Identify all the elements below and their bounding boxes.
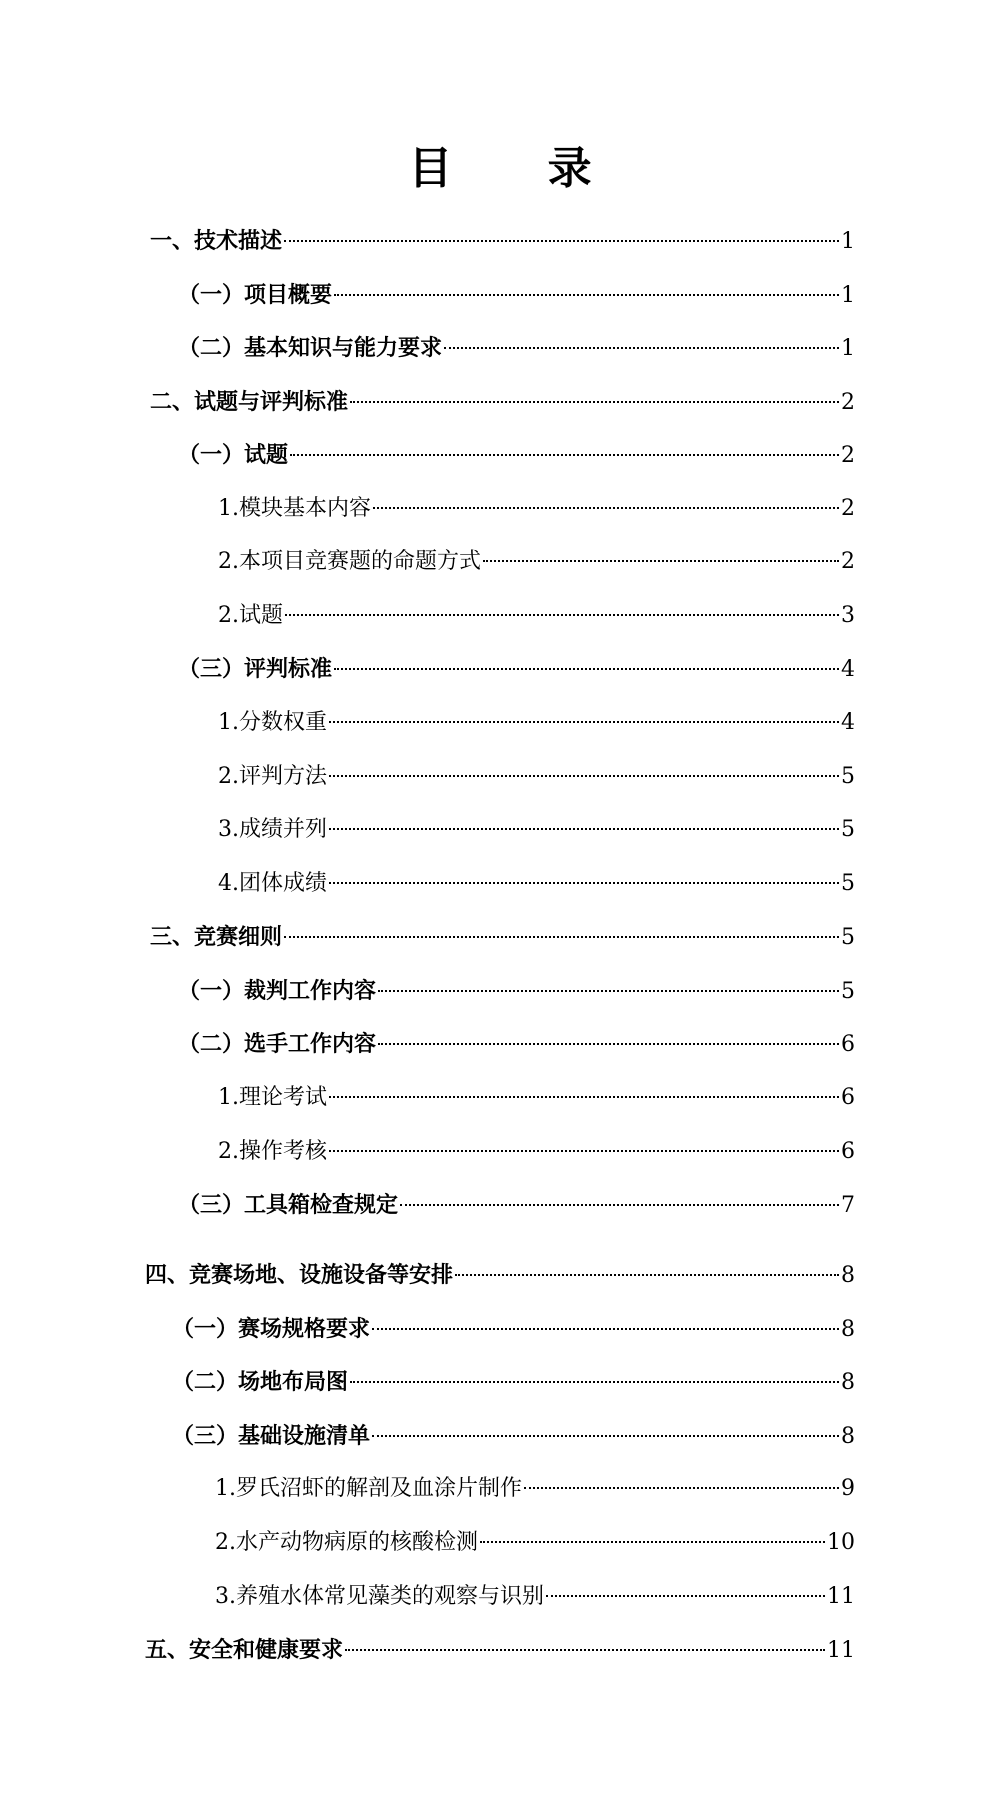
toc-entry-label: （二）选手工作内容 [178,1031,377,1057]
toc-entry[interactable] [172,1419,855,1453]
toc-entry[interactable] [218,760,855,794]
toc-entry-label: 2.评判方法 [218,764,327,789]
toc-leader [345,1649,825,1651]
toc-leader [329,882,839,884]
toc-entry[interactable] [215,1580,855,1614]
toc-page-number: 4 [841,710,855,735]
toc-page-number: 5 [841,764,855,789]
toc-page-number: 8 [841,1424,855,1449]
toc-leader [290,454,839,456]
toc-entry-label: 三、竞赛细则 [150,924,283,950]
toc-leader [483,560,839,562]
toc-entry[interactable] [215,1526,855,1560]
toc-entry[interactable] [218,867,855,901]
toc-entry-label: 2.试题 [218,603,283,628]
toc-leader [524,1487,839,1489]
toc-page-number: 5 [841,925,855,950]
toc-entry[interactable] [218,706,855,740]
toc-leader [372,1435,839,1437]
toc-page-number: 5 [841,871,855,896]
toc-leader [284,936,839,938]
page-title: 目 录 [408,143,632,194]
toc-entry-label: （三）评判标准 [178,656,333,682]
toc-entry[interactable] [218,813,855,847]
toc-entry[interactable] [178,974,855,1008]
toc-entry-label: 3.成绩并列 [218,817,327,842]
toc-entry-label: （一）裁判工作内容 [178,978,377,1004]
toc-entry[interactable] [145,1258,855,1292]
toc-entry-label: 1.理论考试 [218,1085,327,1110]
toc-leader [373,507,839,509]
toc-entry-label: 五、安全和健康要求 [145,1637,344,1663]
toc-page-number: 5 [841,817,855,842]
toc-entry-label: 1.分数权重 [218,710,327,735]
toc-page-number: 7 [841,1193,855,1218]
toc-entry-label: （二）基本知识与能力要求 [178,335,443,361]
toc-page-number: 5 [841,979,855,1004]
toc-entry-label: 二、试题与评判标准 [150,389,349,415]
toc-entry[interactable] [178,1027,855,1061]
toc-leader [284,240,839,242]
toc-leader [378,1043,839,1045]
toc-page-number: 3 [841,603,855,628]
toc-entry[interactable] [150,224,855,258]
toc-entry[interactable] [172,1312,855,1346]
toc-page-number: 6 [841,1085,855,1110]
toc-leader [444,347,839,349]
toc-leader [350,401,839,403]
toc-entry-label: （二）场地布局图 [172,1369,349,1395]
toc-entry[interactable] [218,545,855,579]
toc-entry-label: 3.养殖水体常见藻类的观察与识别 [215,1584,544,1609]
toc-page-number: 11 [827,1584,855,1609]
toc-entry[interactable] [178,331,855,365]
toc-leader [329,775,839,777]
toc-entry[interactable] [218,1081,855,1115]
toc-entry-label: 一、技术描述 [150,228,283,254]
toc-entry-label: 1.模块基本内容 [218,496,371,521]
toc-entry[interactable] [150,920,855,954]
toc-page-number: 1 [841,229,855,254]
toc-entry[interactable] [218,599,855,633]
toc-entry-label: （三）工具箱检查规定 [178,1192,399,1218]
toc-leader [285,614,839,616]
toc-entry[interactable] [218,492,855,526]
toc-entry-label: 1.罗氏沼虾的解剖及血涂片制作 [215,1476,522,1501]
toc-leader [329,1150,839,1152]
toc-page-number: 8 [841,1317,855,1342]
toc-entry[interactable] [178,1188,855,1222]
toc-page-number: 4 [841,657,855,682]
toc-page-number: 6 [841,1032,855,1057]
toc-page-number: 2 [841,390,855,415]
toc-leader [455,1274,839,1276]
toc-entry-label: 2.本项目竞赛题的命题方式 [218,549,481,574]
toc-page-number: 10 [827,1530,855,1555]
toc-entry[interactable] [150,385,855,419]
toc-entry-label: 四、竞赛场地、设施设备等安排 [145,1262,454,1288]
toc-entry-label: 2.操作考核 [218,1139,327,1164]
toc-leader [372,1328,839,1330]
toc-entry-label: （一）赛场规格要求 [172,1316,371,1342]
toc-leader [329,721,839,723]
toc-leader [329,828,839,830]
toc-leader [546,1595,825,1597]
toc-entry-label: （三）基础设施清单 [172,1423,371,1449]
toc-entry[interactable] [178,278,855,312]
toc-entry[interactable] [218,1135,855,1169]
toc-page-number: 8 [841,1370,855,1395]
toc-leader [400,1204,839,1206]
toc-entry[interactable] [178,652,855,686]
toc-page-number: 1 [841,336,855,361]
toc-entry-label: 2.水产动物病原的核酸检测 [215,1530,478,1555]
toc-leader [378,990,839,992]
toc-entry[interactable] [145,1633,855,1667]
toc-leader [329,1096,839,1098]
toc-page-number: 11 [827,1638,855,1663]
toc-entry[interactable] [172,1365,855,1399]
toc-page-number: 2 [841,549,855,574]
toc-entry-label: （一）试题 [178,442,289,468]
toc-page-number: 2 [841,443,855,468]
toc-leader [334,294,839,296]
toc-entry-label: （一）项目概要 [178,282,333,308]
toc-leader [350,1381,839,1383]
toc-entry[interactable] [178,438,855,472]
toc-entry[interactable] [215,1472,855,1506]
toc-page-number: 6 [841,1139,855,1164]
toc-page-number: 1 [841,283,855,308]
toc-page-number: 2 [841,496,855,521]
toc-page-number: 9 [841,1476,855,1501]
toc-leader [334,668,839,670]
toc-leader [480,1541,825,1543]
toc-page-number: 8 [841,1263,855,1288]
toc-entry-label: 4.团体成绩 [218,871,327,896]
